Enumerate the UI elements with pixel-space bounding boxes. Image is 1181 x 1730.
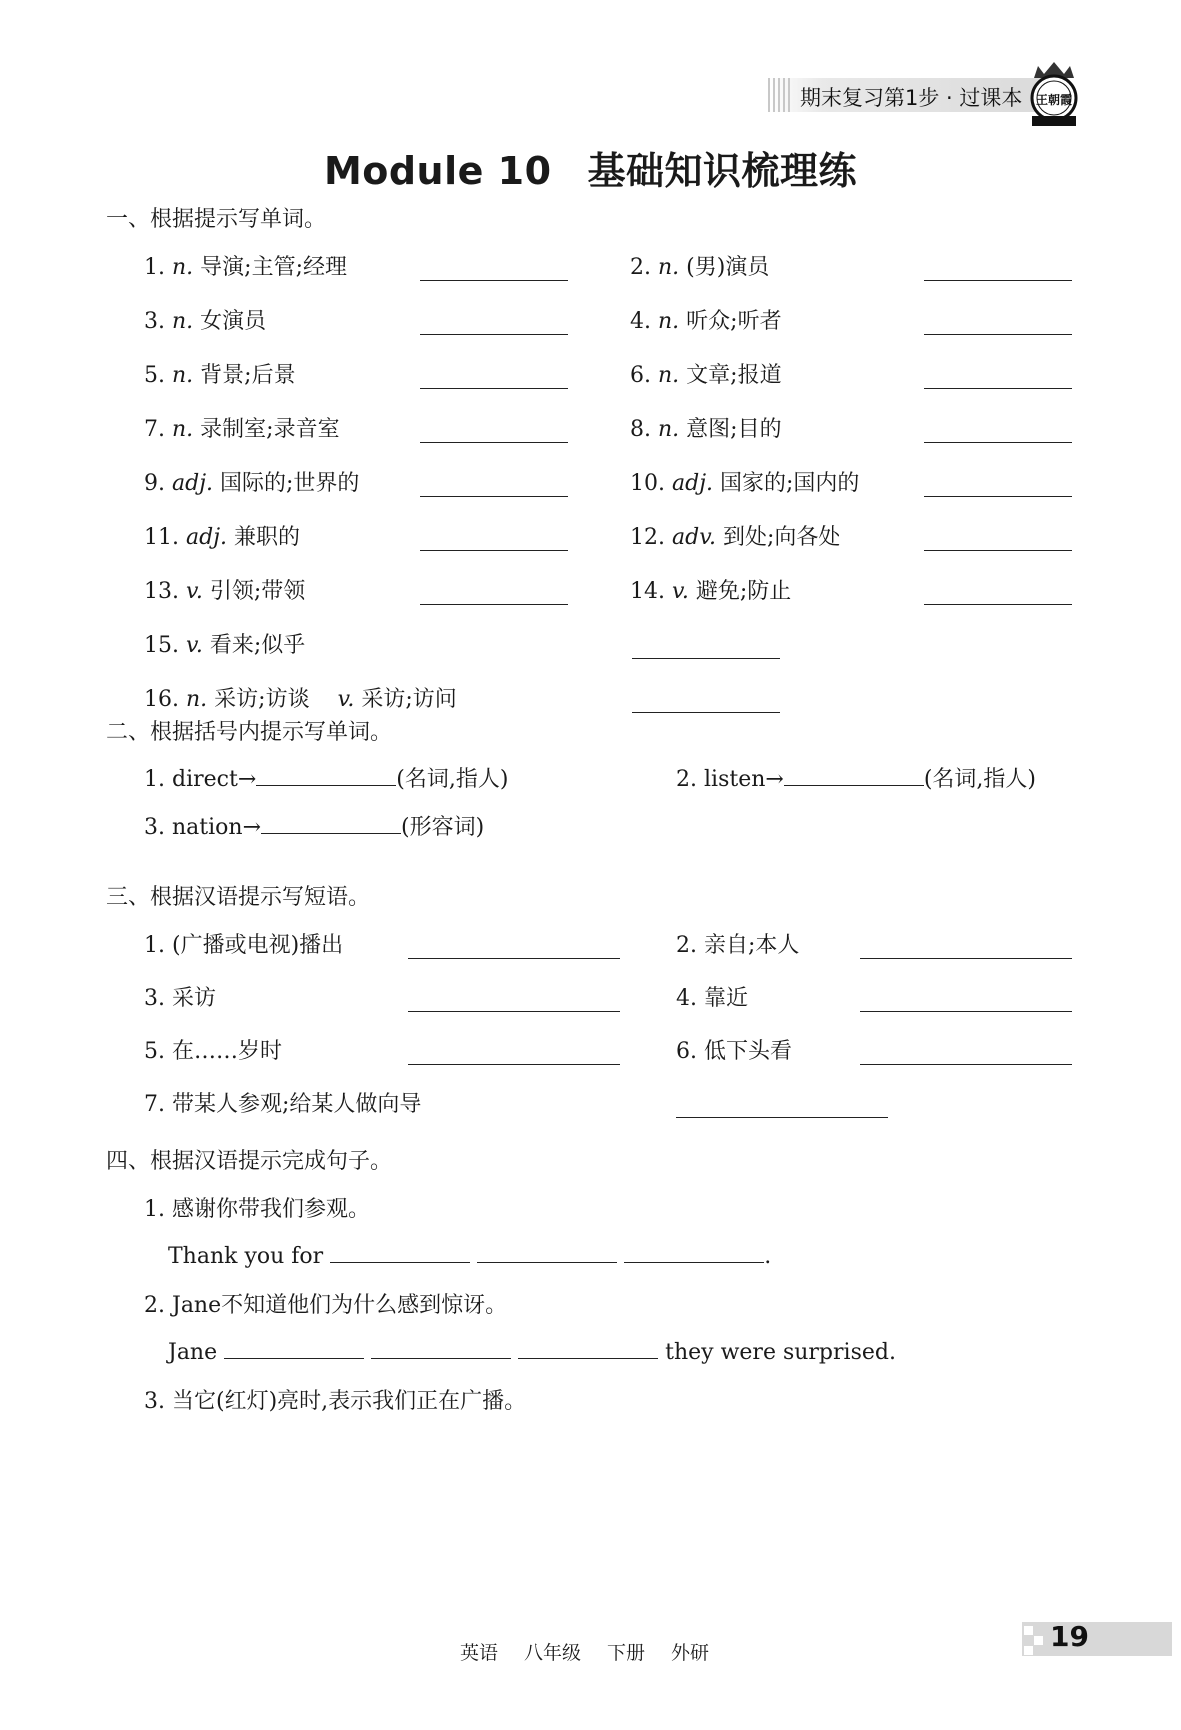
title-subtitle: 基础知识梳理练 [587, 149, 858, 193]
s3-item-4: 4. 靠近 [676, 986, 749, 1011]
answer-blank[interactable] [924, 604, 1072, 605]
s1-item-16: 16. n. 采访;访谈 v. 采访;访问 [144, 687, 457, 712]
footer-info: 英语 八年级 下册 外研 [460, 1642, 710, 1664]
answer-blank[interactable] [330, 1240, 470, 1263]
answer-blank[interactable] [420, 442, 568, 443]
s4-item-1-cn: 1. 感谢你带我们参观。 [144, 1197, 371, 1222]
s1-item-12: 12. adv. 到处;向各处 [630, 525, 841, 550]
module-label: Module 10 [323, 149, 552, 193]
s1-item-13: 13. v. 引领;带领 [144, 579, 306, 604]
section3-heading: 三、根据汉语提示写短语。 [106, 885, 371, 910]
s1-item-5: 5. n. 背景;后景 [144, 363, 296, 388]
answer-blank[interactable] [860, 1064, 1072, 1065]
answer-blank[interactable] [924, 388, 1072, 389]
page-number-bar [1022, 1622, 1172, 1656]
page-corner-decoration [1022, 1622, 1044, 1656]
answer-blank[interactable] [371, 1336, 511, 1359]
answer-blank[interactable] [408, 1011, 620, 1012]
s4-item-2-en: Jane they were surprised. [168, 1336, 896, 1365]
s2-item-1: 1. direct→ (名词,指人) [144, 762, 508, 793]
s4-item-1-en: Thank you for . [168, 1240, 771, 1269]
answer-blank[interactable] [624, 1240, 764, 1263]
s1-item-11: 11. adj. 兼职的 [144, 525, 301, 550]
answer-blank[interactable] [420, 550, 568, 551]
answer-blank[interactable] [408, 1064, 620, 1065]
answer-blank[interactable] [676, 1117, 888, 1118]
answer-blank[interactable] [924, 334, 1072, 335]
s2-item-2: 2. listen→ (名词,指人) [676, 762, 1036, 793]
s1-item-14: 14. v. 避免;防止 [630, 579, 792, 604]
answer-blank[interactable] [924, 280, 1072, 281]
answer-blank[interactable] [924, 550, 1072, 551]
header-text: 期末复习第1步 · 过课本 [800, 86, 1023, 110]
s1-item-3: 3. n. 女演员 [144, 309, 267, 334]
s3-item-3: 3. 采访 [144, 986, 217, 1011]
s1-item-6: 6. n. 文章;报道 [630, 363, 782, 388]
s3-item-5: 5. 在……岁时 [144, 1039, 283, 1064]
answer-blank[interactable] [224, 1336, 364, 1359]
answer-blank[interactable] [632, 712, 780, 713]
answer-blank[interactable] [784, 763, 924, 786]
page-number: 19 [1050, 1620, 1089, 1653]
page-title [0, 140, 1181, 195]
answer-blank[interactable] [408, 958, 620, 959]
s3-item-7: 7. 带某人参观;给某人做向导 [144, 1092, 422, 1117]
svg-text:王朝霞: 王朝霞 [1035, 93, 1073, 107]
s3-item-6: 6. 低下头看 [676, 1039, 793, 1064]
answer-blank[interactable] [632, 658, 780, 659]
answer-blank[interactable] [924, 496, 1072, 497]
answer-blank[interactable] [924, 442, 1072, 443]
s4-item-3-cn: 3. 当它(红灯)亮时,表示我们正在广播。 [144, 1389, 527, 1414]
publisher-logo [1028, 58, 1080, 132]
s1-item-8: 8. n. 意图;目的 [630, 417, 782, 442]
answer-blank[interactable] [518, 1336, 658, 1359]
answer-blank[interactable] [420, 280, 568, 281]
answer-blank[interactable] [860, 958, 1072, 959]
s4-item-2-cn: 2. Jane不知道他们为什么感到惊讶。 [144, 1293, 508, 1318]
s1-item-2: 2. n. (男)演员 [630, 255, 770, 280]
section1-heading: 一、根据提示写单词。 [106, 207, 327, 232]
answer-blank[interactable] [261, 811, 401, 834]
s1-item-9: 9. adj. 国际的;世界的 [144, 471, 360, 496]
s1-item-1: 1. n. 导演;主管;经理 [144, 255, 347, 280]
answer-blank[interactable] [860, 1011, 1072, 1012]
answer-blank[interactable] [256, 763, 396, 786]
answer-blank[interactable] [420, 388, 568, 389]
s3-item-2: 2. 亲自;本人 [676, 933, 800, 958]
s1-item-15: 15. v. 看来;似乎 [144, 633, 306, 658]
s3-item-1: 1. (广播或电视)播出 [144, 933, 344, 958]
section2-heading: 二、根据括号内提示写单词。 [106, 720, 393, 745]
answer-blank[interactable] [420, 604, 568, 605]
answer-blank[interactable] [477, 1240, 617, 1263]
s1-item-7: 7. n. 录制室;录音室 [144, 417, 340, 442]
answer-blank[interactable] [420, 496, 568, 497]
s2-item-3: 3. nation→ (形容词) [144, 810, 484, 841]
answer-blank[interactable] [420, 334, 568, 335]
s1-item-10: 10. adj. 国家的;国内的 [630, 471, 860, 496]
section4-heading: 四、根据汉语提示完成句子。 [106, 1149, 393, 1174]
s1-item-4: 4. n. 听众;听者 [630, 309, 782, 334]
